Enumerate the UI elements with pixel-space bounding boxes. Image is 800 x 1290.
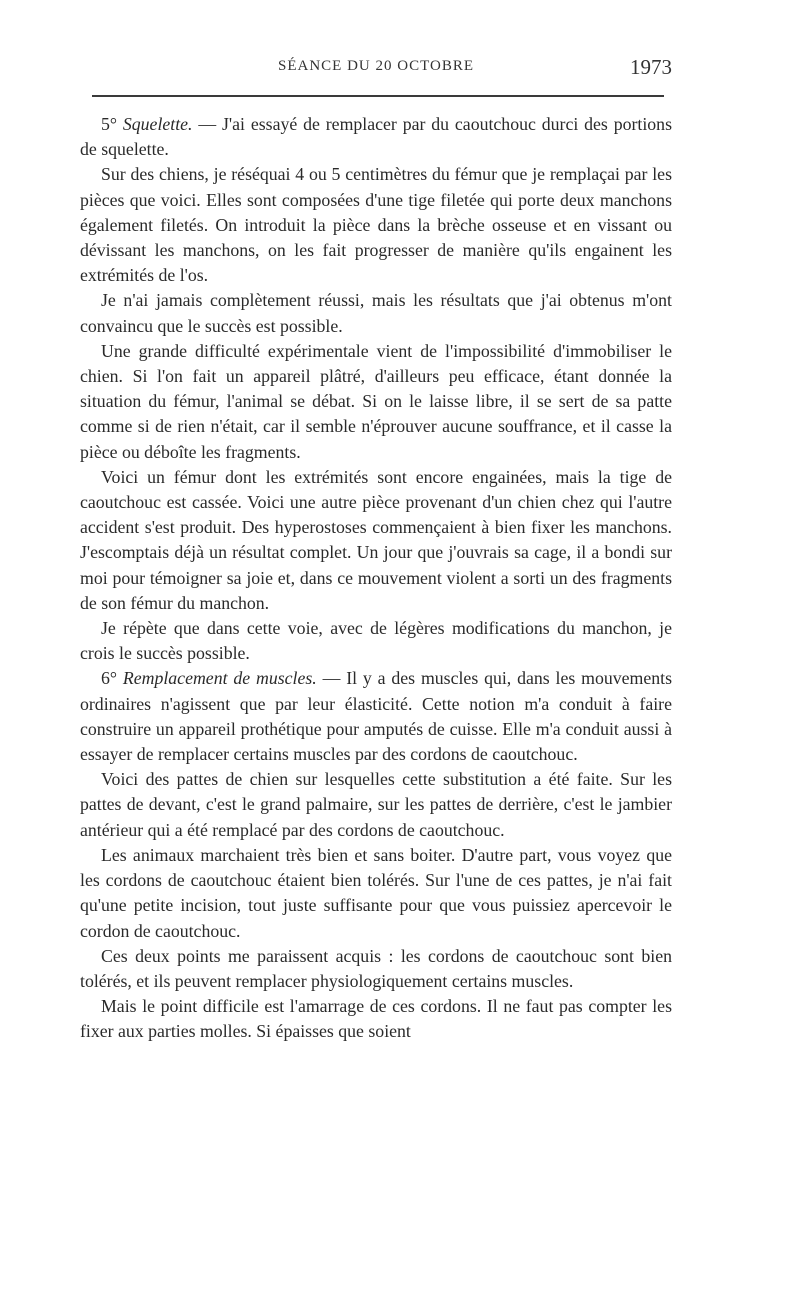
paragraph: Ces deux points me paraissent acquis : les cordons de caoutchouc sont bien tolérés, et ils peuvent remplacer physiologiquement certains muscles. bbox=[80, 945, 672, 991]
section-heading: Remplacement de muscles. bbox=[122, 668, 317, 689]
paragraph: Voici un fémur dont les extrémités sont encore engainées, mais la tige de caoutchouc est cassée. Voici une autre pièce provenant d'un chien chez qui l'autre accident s'est produit. Des hyperostoses commençaient à bien fixer les manchons. J'escomptais déjà un résultat complet. Un jour que j'ouvrais sa cage, il a bondi sur moi pour témoigner sa joie et, dans ce mouvement violent a sorti un des fragments de son fémur du manchon. bbox=[80, 466, 672, 613]
paragraph-squelette bbox=[80, 112, 672, 162]
paragraph: Les animaux marchaient très bien et sans boiter. D'autre part, vous voyez que les cordons de caoutchouc étaient bien tolérés. Sur l'une de ces pattes, je n'ai fait qu'une petite incision, tout juste suffisante pour que vous puissiez apercevoir le cordon de caoutchouc. bbox=[80, 844, 672, 941]
page-number: 1973 bbox=[630, 55, 672, 79]
running-title: SÉANCE DU 20 OCTOBRE bbox=[278, 58, 474, 74]
paragraph: Mais le point difficile est l'amarrage de ces cordons. Il ne faut pas compter les fixer aux parties molles. Si épaisses que soient bbox=[80, 996, 672, 1042]
section-number: 5° bbox=[101, 114, 123, 134]
paragraph: Je répète que dans cette voie, avec de légères modifications du manchon, je crois le succès possible. bbox=[80, 618, 672, 664]
body-text bbox=[80, 112, 672, 1045]
header-rule bbox=[92, 95, 664, 97]
paragraph-text: — Il y a des muscles qui, dans les mouvements ordinaires n'agissent que par leur élasticité. Cette notion m'a conduit à faire construire un appareil prothétique pour amputés de cuisse. Elle m'a conduit aussi à essayer de remplacer certains muscles par des cordons de caoutchouc. bbox=[80, 668, 672, 765]
paragraph-text: — J'ai essayé de remplacer par du caoutchouc durci des portions de squelette. bbox=[80, 114, 672, 160]
paragraph: Une grande difficulté expérimentale vient de l'impossibilité d'immobiliser le chien. Si l'on fait un appareil plâtré, d'ailleurs peu efficace, étant donnée la situation du fémur, l'animal se débat. Si on le laisse libre, il se sert de sa patte comme si de rien n'était, car il semble n'éprouver aucune souffrance, et il casse la pièce ou déboîte les fragments. bbox=[80, 340, 672, 462]
section-number: 6° bbox=[101, 668, 123, 689]
paragraph: Je n'ai jamais complètement réussi, mais les résultats que j'ai obtenus m'ont convaincu que le succès est possible. bbox=[80, 290, 672, 336]
paragraph: Voici des pattes de chien sur lesquelles cette substitution a été faite. Sur les pattes de devant, c'est le grand palmaire, sur les pattes de derrière, c'est le jambier antérieur qui a été remplacé par des cordons de caoutchouc. bbox=[80, 769, 672, 840]
paragraph-remplacement-de-muscles bbox=[80, 666, 672, 767]
section-heading: Squelette. bbox=[122, 114, 193, 134]
running-header bbox=[80, 55, 672, 84]
paragraph: Sur des chiens, je réséquai 4 ou 5 centimètres du fémur que je remplaçai par les pièces que voici. Elles sont composées d'une tige filetée qui porte deux manchons également filetés. On introduit la pièce dans la brèche osseuse et en vissant ou dévissant les manchons, on les fait progresser de manière qu'ils engainent les extrémités de l'os. bbox=[80, 164, 672, 286]
